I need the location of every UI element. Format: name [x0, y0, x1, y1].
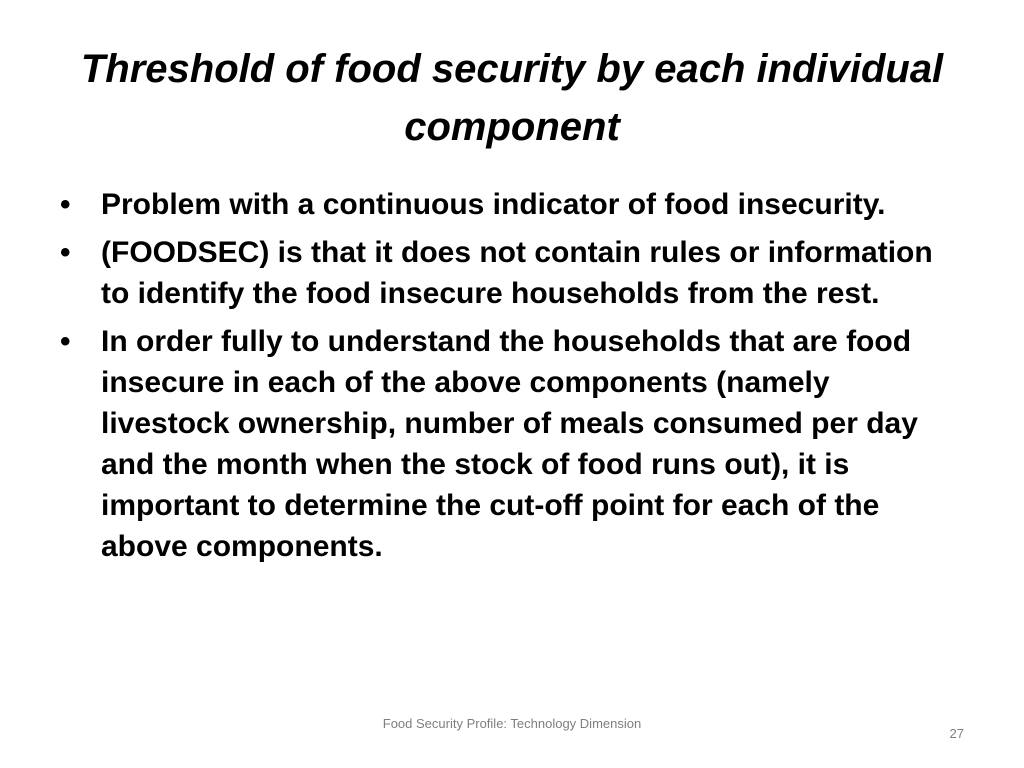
- bullet-marker: •: [60, 236, 71, 269]
- footer-text: Food Security Profile: Technology Dimension: [382, 716, 642, 731]
- bullet-text: Problem with a continuous indicator of food insecurity.: [101, 188, 886, 221]
- bullet-item: [60, 321, 960, 567]
- bullet-marker: •: [60, 188, 71, 221]
- bullet-item: [60, 232, 960, 314]
- bullet-list: [60, 184, 960, 574]
- slide-number: 27: [949, 726, 964, 741]
- bullet-text: In order fully to understand the households that are food insecure in each of the above components (namely livestock ownership, number of meals consumed per day and the month when the stock of food runs out), it is important to determine the cut-off point for each of the above components.: [101, 325, 918, 563]
- slide-title: Threshold of food security by each individual component: [80, 47, 944, 149]
- bullet-item: [60, 184, 960, 225]
- bullet-marker: •: [60, 325, 71, 358]
- bullet-text: (FOODSEC) is that it does not contain rules or information to identify the food insecure households from the rest.: [101, 236, 933, 310]
